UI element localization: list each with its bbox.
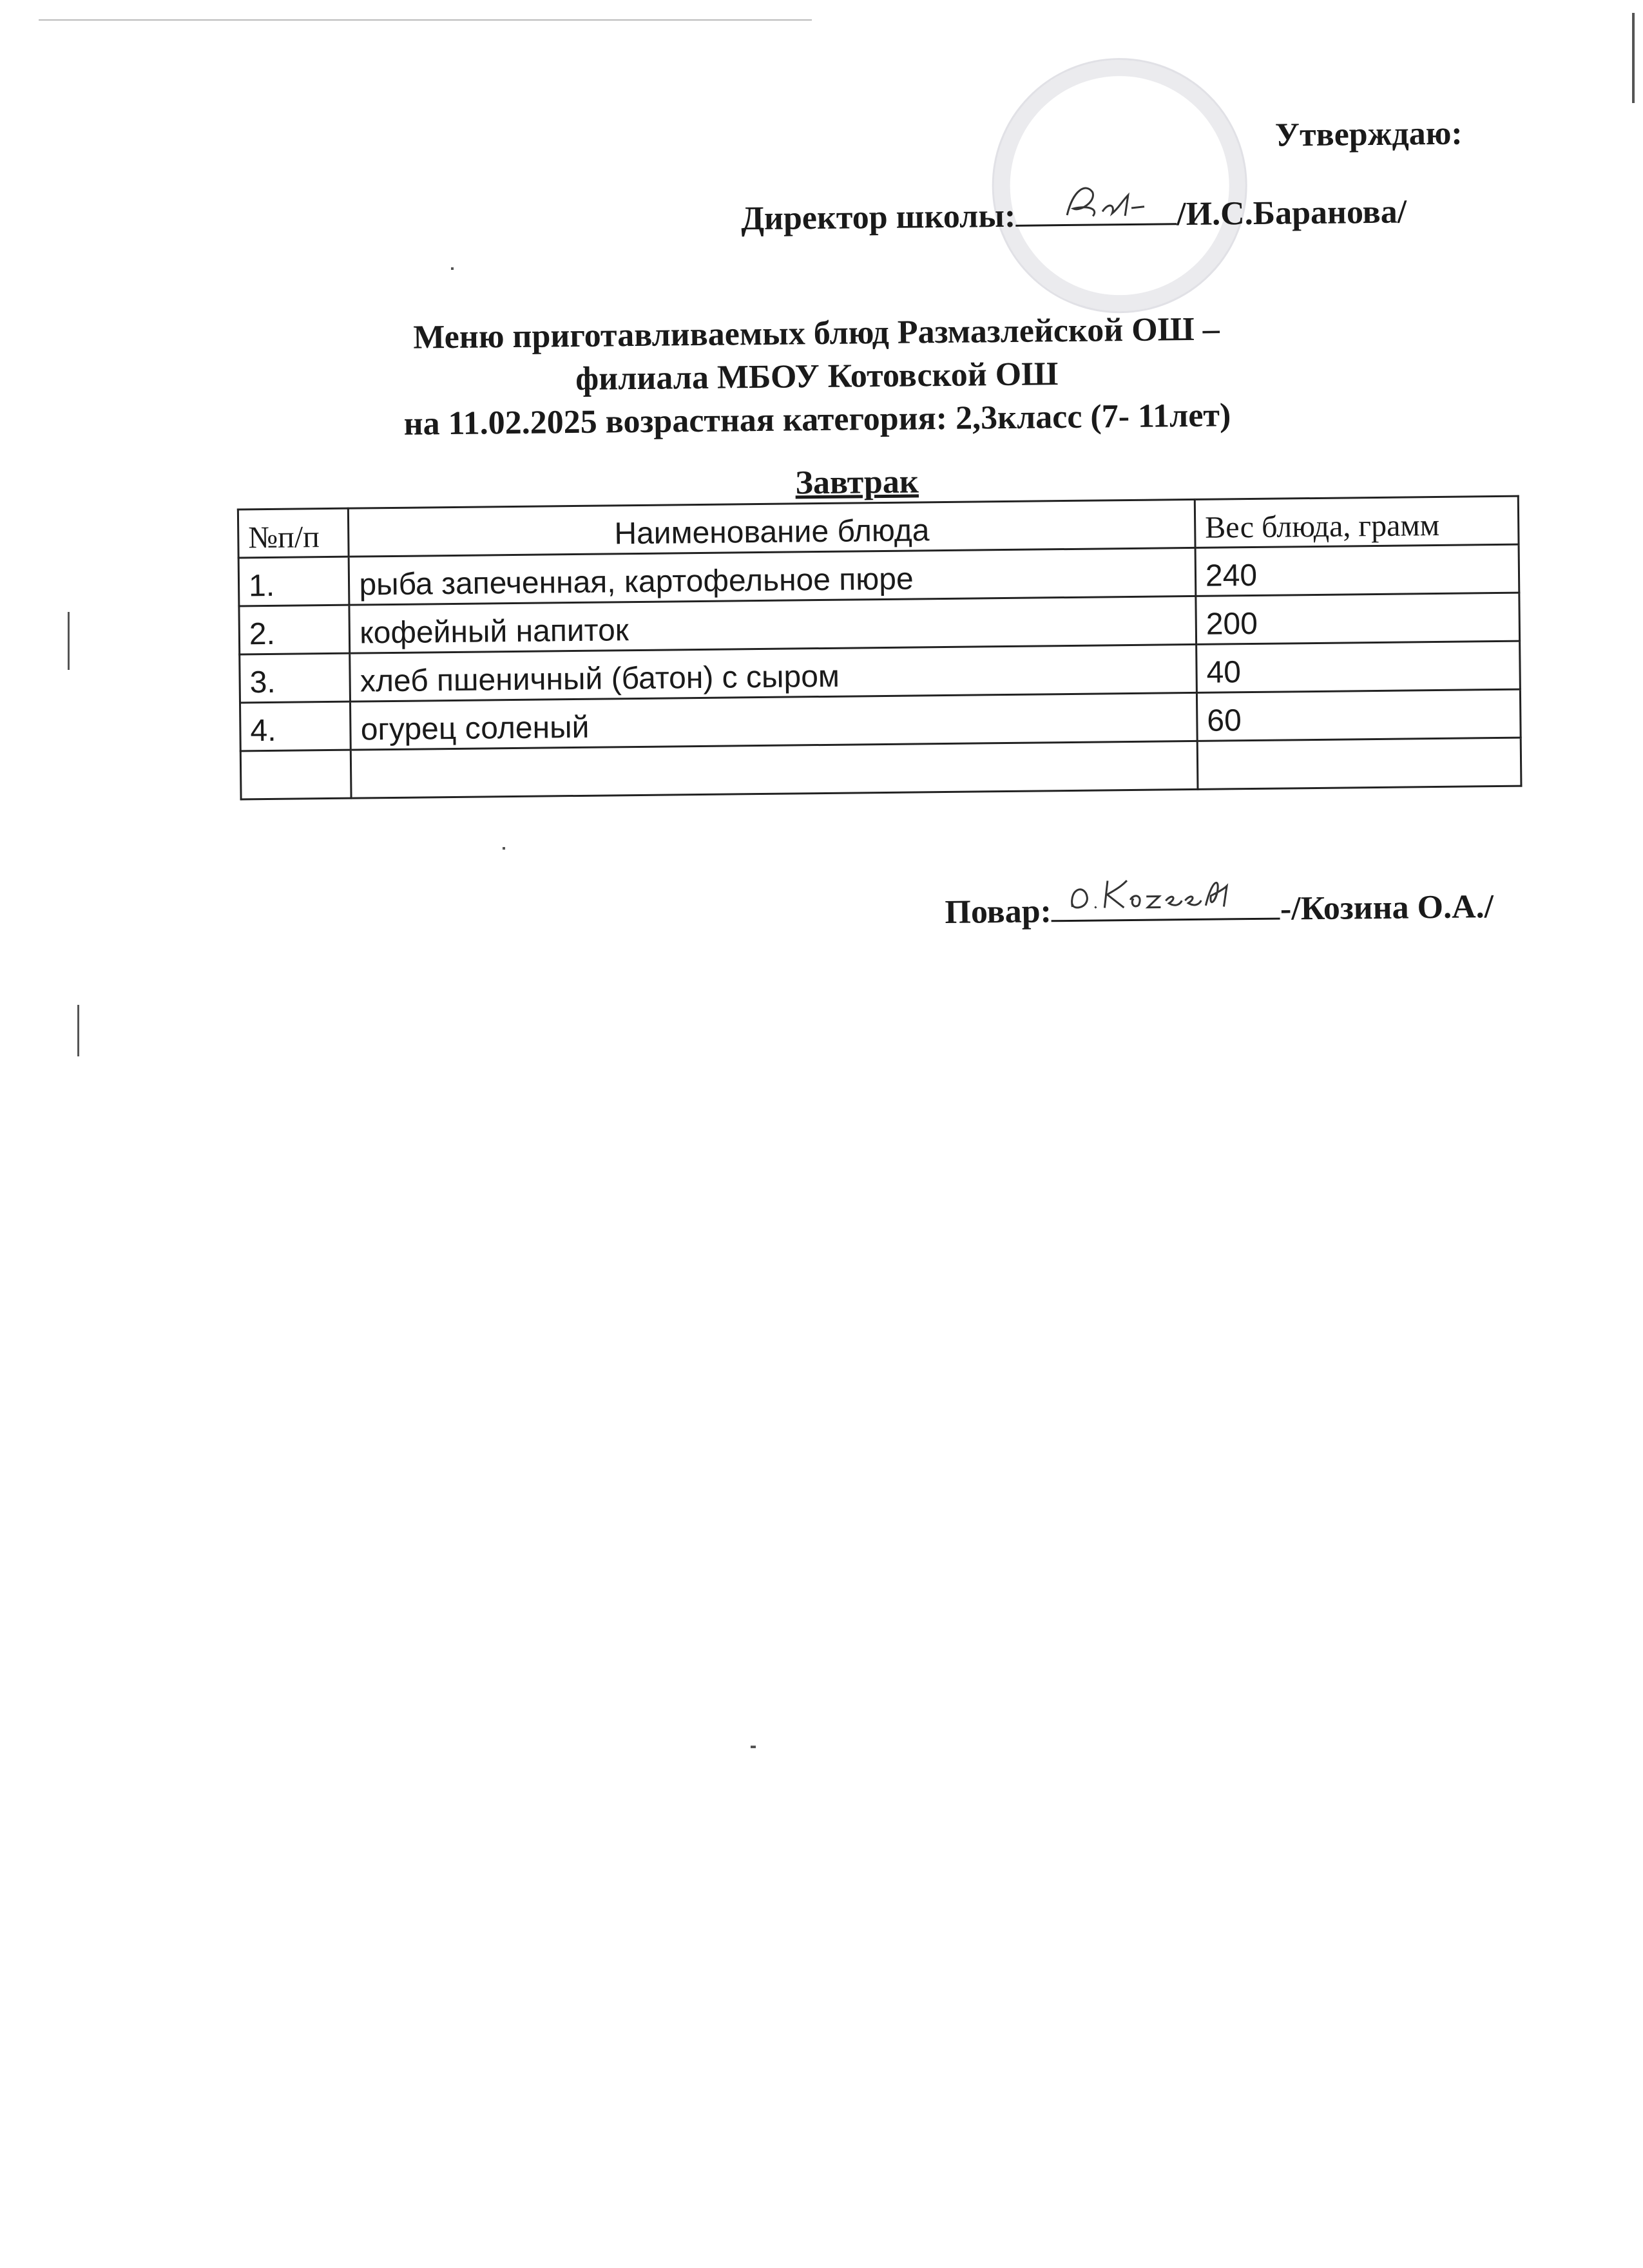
row-weight: 60 xyxy=(1196,689,1521,741)
meal-title: Завтрак xyxy=(795,463,919,502)
row-weight: 240 xyxy=(1195,544,1519,596)
heading-line-1: Меню приготавливаемых блюд Размазлейской ОШ – xyxy=(413,310,1220,356)
row-weight xyxy=(1197,738,1521,789)
row-name: огурец соленый xyxy=(351,692,1197,750)
scan-mark xyxy=(77,1005,79,1056)
header-number: №п/п xyxy=(238,508,349,558)
scan-mark xyxy=(68,612,70,670)
row-name: кофейный напиток xyxy=(349,596,1196,653)
cook-signature-line xyxy=(945,882,1494,931)
row-number: 4. xyxy=(240,701,351,751)
cook-label: Повар: xyxy=(945,893,1052,931)
row-name: хлеб пшеничный (батон) с сыром xyxy=(350,644,1196,701)
director-signature-blank xyxy=(1015,189,1177,227)
row-name: рыба запеченная, картофельное пюре xyxy=(349,548,1195,605)
row-name xyxy=(351,741,1198,798)
row-number xyxy=(240,750,351,799)
scan-mark xyxy=(1632,13,1635,103)
row-number: 1. xyxy=(238,557,349,606)
director-label: Директор школы: xyxy=(740,197,1016,238)
menu-table xyxy=(237,495,1523,801)
scan-mark xyxy=(39,19,812,21)
director-name: /И.С.Баранова/ xyxy=(1176,193,1407,233)
heading-line-3: на 11.02.2025 возрастная категория: 2,3класс (7- 11лет) xyxy=(403,397,1231,443)
header-name: Наименование блюда xyxy=(349,499,1195,557)
row-weight: 40 xyxy=(1196,641,1521,692)
row-weight: 200 xyxy=(1196,593,1520,644)
approval-title: Утверждаю: xyxy=(1274,115,1463,154)
scan-mark xyxy=(751,1746,756,1748)
header-weight: Вес блюда, грамм xyxy=(1195,496,1519,548)
director-signature xyxy=(1054,175,1184,228)
row-number: 2. xyxy=(239,605,350,654)
heading-line-2: филиала МБОУ Котовской ОШ xyxy=(575,356,1059,397)
director-signature-line xyxy=(741,187,1407,238)
scan-mark xyxy=(451,267,454,270)
cook-signature-blank xyxy=(1052,884,1281,922)
cook-name: -/Козина О.А./ xyxy=(1280,888,1494,928)
scan-mark xyxy=(503,847,505,850)
row-number: 3. xyxy=(240,653,351,703)
cook-signature xyxy=(1062,866,1276,920)
